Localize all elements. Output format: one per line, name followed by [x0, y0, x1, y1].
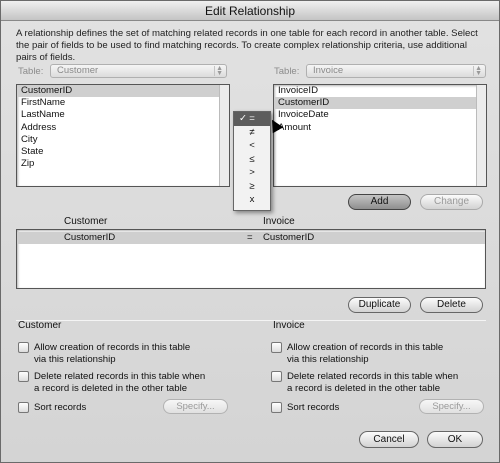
ok-button[interactable]: OK	[427, 431, 483, 448]
right-table-value: Invoice	[313, 65, 344, 76]
divider	[16, 320, 486, 321]
list-item[interactable]: CustomerID	[17, 85, 229, 97]
operator-item[interactable]: ≥	[249, 180, 255, 192]
left-table-value: Customer	[57, 65, 99, 76]
join-right-header: Invoice	[263, 216, 295, 227]
right-table-popup[interactable]	[306, 64, 486, 78]
right-list-scrollbar[interactable]	[476, 85, 486, 186]
checkmark-icon: ✓	[239, 113, 248, 124]
window-title: Edit Relationship	[1, 1, 499, 21]
relationship-criteria-list[interactable]	[16, 229, 486, 289]
operator-item[interactable]: ≠	[249, 126, 255, 138]
allow-creation-checkbox-right[interactable]	[271, 342, 282, 353]
left-field-list[interactable]	[16, 84, 230, 187]
left-list-scrollbar[interactable]	[219, 85, 229, 186]
cancel-button[interactable]: Cancel	[359, 431, 419, 448]
popup-arrows-icon: ▲ ▼	[214, 66, 223, 76]
sort-records-checkbox-right[interactable]	[271, 402, 282, 413]
delete-related-label-right-2: a record is deleted in the other table	[287, 383, 441, 394]
allow-creation-label-left: Allow creation of records in this table	[34, 342, 191, 353]
operator-item[interactable]: x	[249, 194, 255, 205]
left-table-popup[interactable]	[50, 64, 227, 78]
add-button[interactable]: Add	[348, 194, 411, 210]
join-left-field: CustomerID	[64, 232, 116, 243]
allow-creation-checkbox-left[interactable]	[18, 342, 29, 353]
delete-related-label-right: Delete related records in this table when	[287, 371, 459, 382]
list-item[interactable]: Zip	[21, 158, 35, 170]
left-options-title: Customer	[18, 320, 62, 331]
specify-button-left[interactable]: Specify...	[163, 399, 228, 414]
allow-creation-label-right: Allow creation of records in this table	[287, 342, 444, 353]
operator-item[interactable]: <	[249, 140, 255, 151]
list-item[interactable]: LastName	[21, 109, 65, 121]
allow-creation-label-left-2: via this relationship	[34, 354, 116, 365]
operator-item[interactable]: ≤	[249, 153, 255, 165]
list-item[interactable]: InvoiceDate	[278, 109, 329, 121]
list-item[interactable]: InvoiceID	[278, 85, 318, 96]
list-item[interactable]: FirstName	[21, 97, 66, 109]
delete-button[interactable]: Delete	[420, 297, 483, 313]
list-item[interactable]: City	[21, 133, 38, 145]
delete-related-label-left-2: a record is deleted in the other table	[34, 383, 188, 394]
delete-related-checkbox-right[interactable]	[271, 371, 282, 382]
duplicate-button[interactable]: Duplicate	[348, 297, 411, 313]
join-operator: =	[247, 232, 253, 243]
table-row[interactable]	[17, 232, 485, 244]
delete-related-label-left: Delete related records in this table when	[34, 371, 206, 382]
specify-button-right[interactable]: Specify...	[419, 399, 484, 414]
operator-item[interactable]: ✓ =	[234, 112, 270, 126]
description-text: A relationship defines the set of matching related records in one table for each record in another table. Select the pair of fields to be used to find matching records. To create complex relationship criteria, use additional pairs of fields.	[16, 28, 478, 63]
list-item[interactable]: Address	[21, 121, 57, 133]
left-table-label: Table:	[18, 66, 44, 77]
list-item[interactable]: CustomerID	[274, 97, 486, 109]
right-table-label: Table:	[274, 66, 300, 77]
operator-menu[interactable]	[233, 111, 271, 211]
sort-records-checkbox-left[interactable]	[18, 402, 29, 413]
delete-related-checkbox-left[interactable]	[18, 371, 29, 382]
sort-records-label-right: Sort records	[287, 402, 340, 413]
popup-arrows-icon: ▲ ▼	[473, 66, 482, 76]
sort-records-label-left: Sort records	[34, 402, 87, 413]
list-item[interactable]: Amount	[278, 121, 312, 133]
join-right-field: CustomerID	[263, 232, 315, 243]
join-left-header: Customer	[64, 216, 108, 227]
operator-item[interactable]: >	[249, 167, 255, 178]
right-field-list[interactable]	[273, 84, 487, 187]
allow-creation-label-right-2: via this relationship	[287, 354, 369, 365]
list-item[interactable]: State	[21, 145, 44, 157]
change-button[interactable]: Change	[420, 194, 483, 210]
right-options-title: Invoice	[273, 320, 305, 331]
